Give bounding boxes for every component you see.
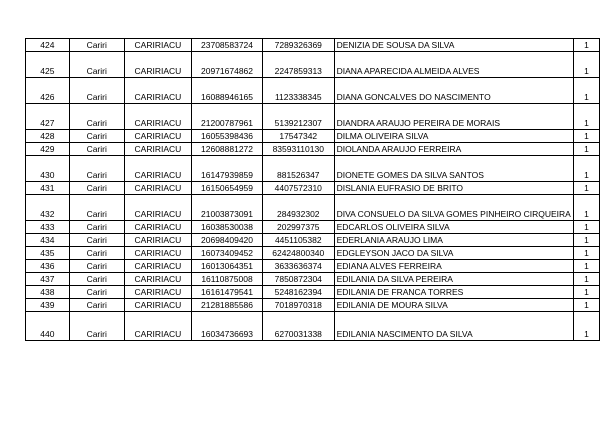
city-cell: CARIRIACU — [124, 104, 191, 130]
quantity-cell: 1 — [573, 312, 599, 341]
city-cell: CARIRIACU — [124, 273, 191, 286]
region-cell: Cariri — [69, 52, 124, 78]
secondary-id-cell: 6270031338 — [262, 312, 334, 341]
quantity-cell: 1 — [573, 286, 599, 299]
id-number-cell: 16147939859 — [192, 156, 263, 182]
secondary-id-cell: 2247859313 — [262, 52, 334, 78]
records-table — [25, 38, 600, 341]
region-cell: Cariri — [69, 143, 124, 156]
name-cell: DILMA OLIVEIRA SILVA — [334, 130, 573, 143]
quantity-cell: 1 — [573, 247, 599, 260]
id-number-cell: 12608881272 — [192, 143, 263, 156]
row-number: 430 — [26, 156, 70, 182]
quantity-cell: 1 — [573, 39, 599, 52]
table-row — [26, 39, 600, 52]
id-number-cell: 16150654959 — [192, 182, 263, 195]
row-number: 424 — [26, 39, 70, 52]
id-number-cell: 20971674862 — [192, 52, 263, 78]
id-number-cell: 23708583724 — [192, 39, 263, 52]
table-row — [26, 52, 600, 78]
name-cell: EDILANIA NASCIMENTO DA SILVA — [334, 312, 573, 341]
region-cell: Cariri — [69, 195, 124, 221]
secondary-id-cell: 5139212307 — [262, 104, 334, 130]
quantity-cell: 1 — [573, 52, 599, 78]
secondary-id-cell: 1123338345 — [262, 78, 334, 104]
records-table-body — [26, 39, 600, 341]
city-cell: CARIRIACU — [124, 260, 191, 273]
city-cell: CARIRIACU — [124, 234, 191, 247]
table-row — [26, 312, 600, 341]
id-number-cell: 21281885586 — [192, 299, 263, 312]
region-cell: Cariri — [69, 78, 124, 104]
id-number-cell: 20698409420 — [192, 234, 263, 247]
row-number: 425 — [26, 52, 70, 78]
row-number: 435 — [26, 247, 70, 260]
name-cell: DIANDRA ARAUJO PEREIRA DE MORAIS — [334, 104, 573, 130]
row-number: 427 — [26, 104, 70, 130]
table-row — [26, 195, 600, 221]
region-cell: Cariri — [69, 273, 124, 286]
quantity-cell: 1 — [573, 299, 599, 312]
region-cell: Cariri — [69, 234, 124, 247]
name-cell: DENIZIA DE SOUSA DA SILVA — [334, 39, 573, 52]
name-cell: DIANA GONCALVES DO NASCIMENTO — [334, 78, 573, 104]
quantity-cell: 1 — [573, 221, 599, 234]
name-cell: DIVA CONSUELO DA SILVA GOMES PINHEIRO CIRQUEIRA — [334, 195, 573, 221]
city-cell: CARIRIACU — [124, 39, 191, 52]
city-cell: CARIRIACU — [124, 221, 191, 234]
region-cell: Cariri — [69, 221, 124, 234]
row-number: 431 — [26, 182, 70, 195]
name-cell: EDIANA ALVES FERREIRA — [334, 260, 573, 273]
quantity-cell: 1 — [573, 156, 599, 182]
quantity-cell: 1 — [573, 143, 599, 156]
name-cell: EDCARLOS OLIVEIRA SILVA — [334, 221, 573, 234]
region-cell: Cariri — [69, 182, 124, 195]
region-cell: Cariri — [69, 104, 124, 130]
region-cell: Cariri — [69, 156, 124, 182]
city-cell: CARIRIACU — [124, 247, 191, 260]
secondary-id-cell: 62424800340 — [262, 247, 334, 260]
secondary-id-cell: 881526347 — [262, 156, 334, 182]
row-number: 434 — [26, 234, 70, 247]
quantity-cell: 1 — [573, 260, 599, 273]
city-cell: CARIRIACU — [124, 195, 191, 221]
city-cell: CARIRIACU — [124, 143, 191, 156]
table-row — [26, 182, 600, 195]
city-cell: CARIRIACU — [124, 299, 191, 312]
table-row — [26, 273, 600, 286]
row-number: 440 — [26, 312, 70, 341]
id-number-cell: 21200787961 — [192, 104, 263, 130]
name-cell: EDILANIA DE FRANCA TORRES — [334, 286, 573, 299]
region-cell: Cariri — [69, 130, 124, 143]
quantity-cell: 1 — [573, 104, 599, 130]
region-cell: Cariri — [69, 299, 124, 312]
name-cell: EDERLANIA ARAUJO LIMA — [334, 234, 573, 247]
id-number-cell: 16110875008 — [192, 273, 263, 286]
city-cell: CARIRIACU — [124, 52, 191, 78]
table-row — [26, 247, 600, 260]
row-number: 437 — [26, 273, 70, 286]
table-row — [26, 234, 600, 247]
table-row — [26, 78, 600, 104]
region-cell: Cariri — [69, 247, 124, 260]
name-cell: EDILANIA DA SILVA PEREIRA — [334, 273, 573, 286]
city-cell: CARIRIACU — [124, 182, 191, 195]
secondary-id-cell: 83593110130 — [262, 143, 334, 156]
name-cell: EDILANIA DE MOURA SILVA — [334, 299, 573, 312]
secondary-id-cell: 7289326369 — [262, 39, 334, 52]
table-row — [26, 156, 600, 182]
name-cell: DIANA APARECIDA ALMEIDA ALVES — [334, 52, 573, 78]
name-cell: DIONETE GOMES DA SILVA SANTOS — [334, 156, 573, 182]
id-number-cell: 16073409452 — [192, 247, 263, 260]
row-number: 426 — [26, 78, 70, 104]
name-cell: DIOLANDA ARAUJO FERREIRA — [334, 143, 573, 156]
city-cell: CARIRIACU — [124, 156, 191, 182]
city-cell: CARIRIACU — [124, 130, 191, 143]
secondary-id-cell: 4451105382 — [262, 234, 334, 247]
row-number: 432 — [26, 195, 70, 221]
secondary-id-cell: 5248162394 — [262, 286, 334, 299]
id-number-cell: 16161479541 — [192, 286, 263, 299]
quantity-cell: 1 — [573, 273, 599, 286]
table-row — [26, 143, 600, 156]
city-cell: CARIRIACU — [124, 312, 191, 341]
region-cell: Cariri — [69, 312, 124, 341]
region-cell: Cariri — [69, 260, 124, 273]
row-number: 428 — [26, 130, 70, 143]
secondary-id-cell: 4407572310 — [262, 182, 334, 195]
city-cell: CARIRIACU — [124, 286, 191, 299]
quantity-cell: 1 — [573, 130, 599, 143]
secondary-id-cell: 202997375 — [262, 221, 334, 234]
id-number-cell: 16034736693 — [192, 312, 263, 341]
id-number-cell: 16088946165 — [192, 78, 263, 104]
id-number-cell: 16055398436 — [192, 130, 263, 143]
secondary-id-cell: 3633636374 — [262, 260, 334, 273]
row-number: 429 — [26, 143, 70, 156]
quantity-cell: 1 — [573, 182, 599, 195]
row-number: 433 — [26, 221, 70, 234]
table-row — [26, 299, 600, 312]
table-row — [26, 286, 600, 299]
quantity-cell: 1 — [573, 195, 599, 221]
name-cell: DISLANIA EUFRASIO DE BRITO — [334, 182, 573, 195]
city-cell: CARIRIACU — [124, 78, 191, 104]
region-cell: Cariri — [69, 39, 124, 52]
id-number-cell: 21003873091 — [192, 195, 263, 221]
quantity-cell: 1 — [573, 78, 599, 104]
name-cell: EDGLEYSON JACO DA SILVA — [334, 247, 573, 260]
table-row — [26, 221, 600, 234]
row-number: 436 — [26, 260, 70, 273]
quantity-cell: 1 — [573, 234, 599, 247]
row-number: 439 — [26, 299, 70, 312]
secondary-id-cell: 7018970318 — [262, 299, 334, 312]
secondary-id-cell: 7850872304 — [262, 273, 334, 286]
table-row — [26, 130, 600, 143]
id-number-cell: 16038530038 — [192, 221, 263, 234]
secondary-id-cell: 284932302 — [262, 195, 334, 221]
region-cell: Cariri — [69, 286, 124, 299]
id-number-cell: 16013064351 — [192, 260, 263, 273]
secondary-id-cell: 17547342 — [262, 130, 334, 143]
table-row — [26, 104, 600, 130]
row-number: 438 — [26, 286, 70, 299]
table-row — [26, 260, 600, 273]
